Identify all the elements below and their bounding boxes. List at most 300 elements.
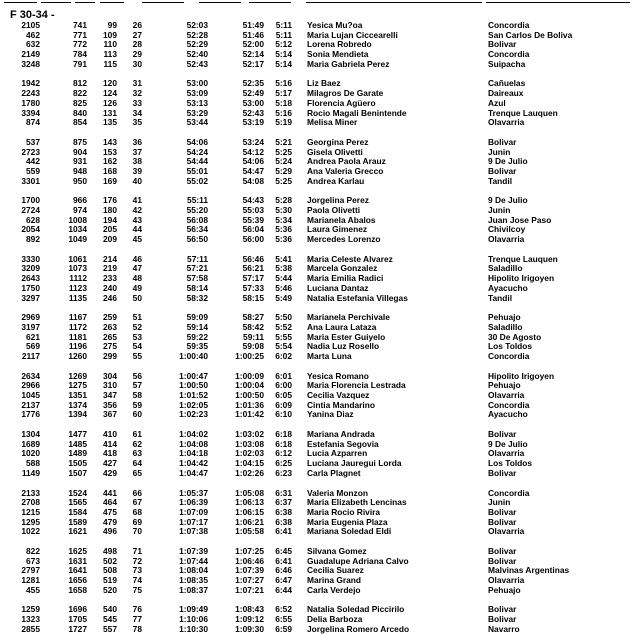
runner-name: Estefania Segovia (307, 438, 379, 449)
bib: 1323 (21, 614, 40, 625)
gun-time: 59:09 (186, 312, 208, 323)
bib: 2054 (21, 224, 40, 235)
pace: 5:18 (275, 97, 292, 108)
gun-time: 1:08:37 (179, 584, 208, 595)
city: Cañuelas (488, 78, 526, 89)
city: Junin (488, 497, 511, 508)
gender-place: 367 (103, 409, 117, 420)
gender-place: 508 (103, 565, 117, 576)
overall-place: 1696 (68, 604, 87, 615)
runner-name: Luciana Jauregui Lorda (307, 458, 402, 469)
city: Tandil (488, 175, 513, 186)
runner-name: Marta Luna (307, 350, 352, 361)
bib: 2797 (21, 565, 40, 576)
overall-place: 1621 (68, 526, 87, 537)
overall-place: 1167 (68, 312, 87, 323)
overall-place: 1565 (68, 497, 87, 508)
pace: 6:31 (275, 487, 292, 498)
runner-name: Maria Emilia Radici (307, 273, 384, 284)
runner-name: Delia Barboza (307, 614, 363, 625)
category-place: 70 (132, 526, 142, 537)
pace: 5:19 (275, 117, 292, 128)
gender-place: 131 (103, 107, 117, 118)
overall-place: 1260 (68, 350, 87, 361)
bib: 569 (26, 341, 40, 352)
chip-time: 53:19 (242, 117, 264, 128)
runner-name: Lucia Azparren (307, 448, 368, 459)
overall-place: 1625 (68, 545, 87, 556)
city: Malvinas Argentinas (488, 565, 570, 576)
chip-time: 52:14 (242, 49, 264, 60)
gun-time: 55:01 (186, 165, 208, 176)
overall-place: 1049 (68, 234, 87, 245)
city: Concordia (488, 399, 530, 410)
chip-time: 54:47 (242, 165, 264, 176)
runner-name: Andrea Karlau (307, 175, 365, 186)
gun-time: 1:04:42 (179, 458, 208, 469)
pace: 6:10 (275, 409, 292, 420)
gender-place: 545 (103, 614, 117, 625)
gender-place: 498 (103, 545, 117, 556)
pace: 5:17 (275, 88, 292, 99)
pace: 5:28 (275, 195, 292, 206)
result-row (0, 352, 634, 362)
overall-place: 812 (73, 78, 87, 89)
pace: 6:23 (275, 467, 292, 478)
city: Trenque Lauquen (488, 253, 558, 264)
runner-name: Cintia Mandarino (307, 399, 375, 410)
runner-name: Lorena Robredo (307, 39, 372, 50)
overall-place: 1269 (68, 370, 87, 381)
bib: 2133 (21, 487, 40, 498)
runner-name: Guadalupe Adriana Calvo (307, 555, 409, 566)
category-place: 40 (132, 175, 142, 186)
runner-name: Melisa Miner (307, 117, 358, 128)
pace: 5:44 (275, 273, 292, 284)
overall-place: 1589 (68, 516, 87, 527)
runner-name: Sonia Mendieta (307, 49, 369, 60)
runner-name: Jorgelina Perez (307, 195, 369, 206)
runner-name: Maria Lujan Ciccearelli (307, 29, 398, 40)
category-place: 41 (132, 195, 142, 206)
runner-name: Ana Laura Lataza (307, 321, 377, 332)
gun-time: 53:44 (186, 117, 208, 128)
overall-place: 950 (73, 175, 87, 186)
bib: 2855 (21, 623, 40, 634)
gender-place: 265 (103, 331, 117, 342)
pace: 5:21 (275, 136, 292, 147)
city: Bolivar (488, 136, 517, 147)
gun-time: 1:10:30 (179, 623, 208, 634)
gender-place: 115 (103, 58, 117, 69)
pace: 6:12 (275, 448, 292, 459)
gun-time: 56:08 (186, 214, 208, 225)
chip-time: 1:07:27 (235, 575, 264, 585)
gun-time: 1:08:04 (179, 565, 208, 576)
category-place: 26 (132, 20, 142, 30)
gun-time: 1:07:44 (179, 555, 208, 566)
gun-time: 58:32 (186, 292, 208, 303)
gun-time: 1:04:18 (179, 448, 208, 459)
chip-time: 1:06:15 (235, 506, 264, 517)
runner-name: Maria Ester Guiyelo (307, 331, 386, 342)
gender-place: 356 (103, 399, 117, 410)
city: Bolivar (488, 467, 517, 478)
overall-place: 1507 (68, 467, 87, 478)
pace: 6:38 (275, 506, 292, 517)
chip-time: 1:02:03 (235, 448, 264, 459)
city: Bolivar (488, 506, 517, 517)
runner-name: Carla Verdejo (307, 584, 361, 595)
category-place: 78 (132, 623, 142, 634)
chip-time: 1:08:43 (235, 604, 264, 615)
bib: 1149 (21, 467, 40, 478)
city: Pehuajo (488, 312, 521, 323)
gender-place: 99 (107, 20, 117, 30)
category-place: 69 (132, 516, 142, 527)
gender-place: 233 (103, 273, 117, 284)
bib: 1215 (21, 506, 40, 517)
pace: 5:52 (275, 321, 292, 332)
overall-place: 741 (73, 20, 87, 30)
chip-time: 52:49 (242, 88, 264, 99)
bib: 559 (26, 165, 40, 176)
result-row (0, 177, 634, 187)
overall-place: 822 (73, 88, 87, 99)
chip-time: 1:00:04 (235, 380, 264, 391)
city: Hipolito Irigoyen (488, 370, 555, 381)
city: Olavarria (488, 448, 525, 459)
gun-time: 56:34 (186, 224, 208, 235)
category-place: 43 (132, 214, 142, 225)
gender-place: 418 (103, 448, 117, 459)
category-place: 77 (132, 614, 142, 625)
overall-place: 904 (73, 146, 87, 157)
city: Los Toldos (488, 341, 533, 352)
chip-time: 56:00 (242, 234, 264, 245)
chip-time: 52:43 (242, 107, 264, 118)
gender-place: 414 (103, 438, 117, 449)
gun-time: 52:43 (186, 58, 208, 69)
chip-time: 53:00 (242, 97, 264, 108)
bib: 673 (26, 555, 40, 566)
runner-name: Mercedes Lorenzo (307, 234, 381, 245)
gender-place: 246 (103, 292, 117, 303)
bib: 1281 (21, 575, 40, 585)
gender-place: 410 (103, 429, 117, 440)
category-place: 68 (132, 506, 142, 517)
group-spacer (0, 479, 634, 489)
gun-time: 57:21 (186, 263, 208, 274)
gun-time: 1:07:17 (179, 516, 208, 527)
bib: 3297 (21, 292, 40, 303)
runner-name: Natalia Estefania Villegas (307, 292, 408, 303)
city: Bolivar (488, 555, 517, 566)
pace: 5:11 (275, 20, 292, 30)
gun-time: 1:02:05 (179, 399, 208, 410)
pace: 5:36 (275, 224, 292, 235)
category-place: 37 (132, 146, 142, 157)
overall-place: 772 (73, 39, 87, 50)
gender-place: 180 (103, 205, 117, 215)
pace: 5:50 (275, 312, 292, 323)
bib: 1022 (21, 526, 40, 537)
overall-place: 1477 (68, 429, 87, 440)
chip-time: 54:06 (242, 156, 264, 167)
city: Olavarria (488, 117, 525, 128)
runner-name: Maria Eugenia Plaza (307, 516, 388, 527)
chip-time: 56:04 (242, 224, 264, 235)
runner-name: Marianela Abalos (307, 214, 376, 225)
bib: 2105 (21, 20, 40, 30)
chip-time: 1:07:25 (235, 545, 264, 556)
gender-place: 126 (103, 97, 117, 108)
gender-place: 120 (103, 78, 117, 89)
chip-time: 1:07:21 (235, 584, 264, 595)
pace: 5:11 (275, 29, 292, 40)
runner-name: Nadia Luz Rosello (307, 341, 380, 352)
bib: 1045 (21, 390, 40, 400)
pace: 6:01 (275, 370, 292, 381)
gun-time: 55:02 (186, 175, 208, 186)
bib: 822 (26, 545, 40, 556)
gender-place: 110 (103, 39, 117, 50)
gender-place: 214 (103, 253, 117, 264)
gun-time: 52:28 (186, 29, 208, 40)
runner-name: Cecilia Vazquez (307, 390, 370, 400)
chip-time: 1:04:15 (235, 458, 264, 469)
bib: 2969 (21, 312, 40, 323)
gun-time: 1:04:47 (179, 467, 208, 478)
bib: 462 (26, 29, 40, 40)
city: Junin (488, 205, 511, 215)
gender-place: 429 (103, 467, 117, 478)
gun-time: 55:11 (187, 195, 208, 206)
city: Bolivar (488, 604, 517, 615)
overall-place: 1112 (69, 273, 87, 284)
gender-place: 263 (103, 321, 117, 332)
bib: 2724 (21, 205, 40, 215)
bib: 1020 (21, 448, 40, 459)
bib: 1295 (21, 516, 40, 527)
result-row (0, 586, 634, 596)
category-place: 75 (132, 584, 142, 595)
city: Olavarria (488, 234, 525, 245)
city: Concordia (488, 350, 530, 361)
bib: 2243 (21, 88, 40, 99)
chip-time: 1:00:09 (235, 370, 264, 381)
runner-name: Maria Rocio Rivira (307, 506, 381, 517)
city: 9 De Julio (488, 156, 528, 167)
gender-place: 259 (103, 312, 117, 323)
bib: 455 (26, 584, 40, 595)
category-place: 44 (132, 224, 142, 235)
gender-place: 153 (103, 146, 117, 157)
overall-place: 1351 (68, 390, 87, 400)
bib: 1942 (21, 78, 40, 89)
bib: 3248 (21, 58, 40, 69)
pace: 6:25 (275, 458, 292, 469)
gun-time: 1:05:37 (179, 487, 208, 498)
city: Ayacucho (488, 409, 528, 420)
runner-name: Maria Florencia Lestrada (307, 380, 406, 391)
bib: 632 (26, 39, 40, 50)
gun-time: 1:06:39 (179, 497, 208, 508)
gun-time: 1:07:39 (179, 545, 208, 556)
gun-time: 57:11 (187, 253, 208, 264)
bib: 1689 (21, 438, 40, 449)
gender-place: 168 (103, 165, 117, 176)
pace: 5:12 (275, 39, 292, 50)
pace: 6:18 (275, 438, 292, 449)
category-place: 51 (132, 312, 142, 323)
bib: 2634 (21, 370, 40, 381)
chip-time: 1:06:21 (235, 516, 264, 527)
bib: 537 (26, 136, 40, 147)
gender-place: 304 (103, 370, 117, 381)
category-place: 47 (132, 263, 142, 274)
result-row (0, 410, 634, 420)
runner-name: Mariana Soledad Eldi (307, 526, 392, 537)
chip-time: 1:02:26 (235, 467, 264, 478)
category-place: 53 (132, 331, 142, 342)
gun-time: 1:00:40 (179, 350, 208, 361)
chip-time: 58:15 (242, 292, 264, 303)
category-place: 72 (132, 555, 142, 566)
city: Olavarria (488, 526, 525, 537)
chip-time: 52:35 (242, 78, 264, 89)
overall-place: 1135 (68, 292, 87, 303)
chip-time: 1:03:02 (235, 429, 264, 440)
runner-name: Yanina Diaz (307, 409, 354, 420)
pace: 6:44 (275, 584, 292, 595)
category-place: 56 (132, 370, 142, 381)
chip-time: 1:05:08 (235, 487, 264, 498)
chip-time: 51:49 (242, 20, 264, 30)
city: Juan Jose Paso (488, 214, 552, 225)
category-place: 38 (132, 156, 142, 167)
overall-place: 1631 (68, 555, 87, 566)
gun-time: 1:04:08 (179, 438, 208, 449)
pace: 6:41 (275, 555, 292, 566)
city: Chivilcoy (488, 224, 526, 235)
overall-place: 875 (73, 136, 87, 147)
city: Saladillo (488, 321, 523, 332)
category-place: 59 (132, 399, 142, 410)
gun-time: 1:00:50 (179, 380, 208, 391)
category-place: 45 (132, 234, 142, 245)
pace: 6:38 (275, 516, 292, 527)
chip-time: 1:00:25 (235, 350, 264, 361)
runner-name: Luciana Dantaz (307, 282, 369, 293)
chip-time: 1:09:12 (235, 614, 264, 625)
gun-time: 54:06 (186, 136, 208, 147)
result-row (0, 625, 634, 634)
gender-place: 219 (103, 263, 117, 274)
gun-time: 52:29 (186, 39, 208, 50)
city: Concordia (488, 20, 530, 30)
pace: 6:46 (275, 565, 292, 576)
city: Bolivar (488, 516, 517, 527)
category-place: 61 (132, 429, 142, 440)
bib: 2966 (21, 380, 40, 391)
city: Navarro (488, 623, 520, 634)
bib: 2643 (21, 273, 40, 284)
city: Bolivar (488, 165, 517, 176)
city: Bolivar (488, 614, 517, 625)
city: Ayacucho (488, 282, 528, 293)
overall-place: 1727 (68, 623, 87, 634)
bib: 3394 (21, 107, 40, 118)
chip-time: 51:46 (242, 29, 264, 40)
gender-place: 347 (103, 390, 117, 400)
category-place: 58 (132, 390, 142, 400)
category-place: 33 (132, 97, 142, 108)
city: 9 De Julio (488, 195, 528, 206)
chip-time: 56:21 (242, 263, 264, 274)
chip-time: 1:05:58 (235, 526, 264, 537)
gender-place: 169 (103, 175, 117, 186)
city: Hipolito Irigoyen (488, 273, 555, 284)
bib: 892 (26, 234, 40, 245)
overall-place: 771 (73, 29, 87, 40)
gun-time: 1:08:35 (179, 575, 208, 585)
chip-time: 1:06:46 (235, 555, 264, 566)
pace: 5:55 (275, 331, 292, 342)
overall-place: 1034 (68, 224, 87, 235)
chip-time: 55:03 (242, 205, 264, 215)
overall-place: 931 (73, 156, 87, 167)
gender-place: 479 (103, 516, 117, 527)
chip-time: 1:03:08 (235, 438, 264, 449)
pace: 5:14 (275, 49, 292, 60)
pace: 5:16 (275, 107, 292, 118)
gun-time: 55:20 (186, 205, 208, 215)
overall-place: 966 (73, 195, 87, 206)
gender-place: 464 (103, 497, 117, 508)
pace: 6:59 (275, 623, 292, 634)
bib: 621 (26, 331, 40, 342)
category-place: 55 (132, 350, 142, 361)
city: Trenque Lauquen (488, 107, 558, 118)
overall-place: 840 (73, 107, 87, 118)
category-place: 64 (132, 458, 142, 469)
gun-time: 1:07:09 (179, 506, 208, 517)
gender-place: 162 (103, 156, 117, 167)
gun-time: 1:10:06 (179, 614, 208, 625)
category-place: 28 (132, 39, 142, 50)
overall-place: 784 (73, 49, 87, 60)
chip-time: 58:42 (242, 321, 264, 332)
overall-place: 1275 (68, 380, 87, 391)
city: Olavarria (488, 390, 525, 400)
pace: 6:52 (275, 604, 292, 615)
bib: 874 (26, 117, 40, 128)
runner-name: Silvana Gomez (307, 545, 367, 556)
result-row (0, 235, 634, 245)
category-place: 32 (132, 88, 142, 99)
runner-name: Milagros De Garate (307, 88, 384, 99)
result-row (0, 118, 634, 128)
gender-place: 519 (103, 575, 117, 585)
chip-time: 54:43 (242, 195, 264, 206)
chip-time: 1:01:36 (235, 399, 264, 410)
chip-time: 57:33 (242, 282, 264, 293)
city: Concordia (488, 49, 530, 60)
chip-time: 54:08 (242, 175, 264, 186)
gun-time: 54:44 (186, 156, 208, 167)
city: Los Toldos (488, 458, 533, 469)
